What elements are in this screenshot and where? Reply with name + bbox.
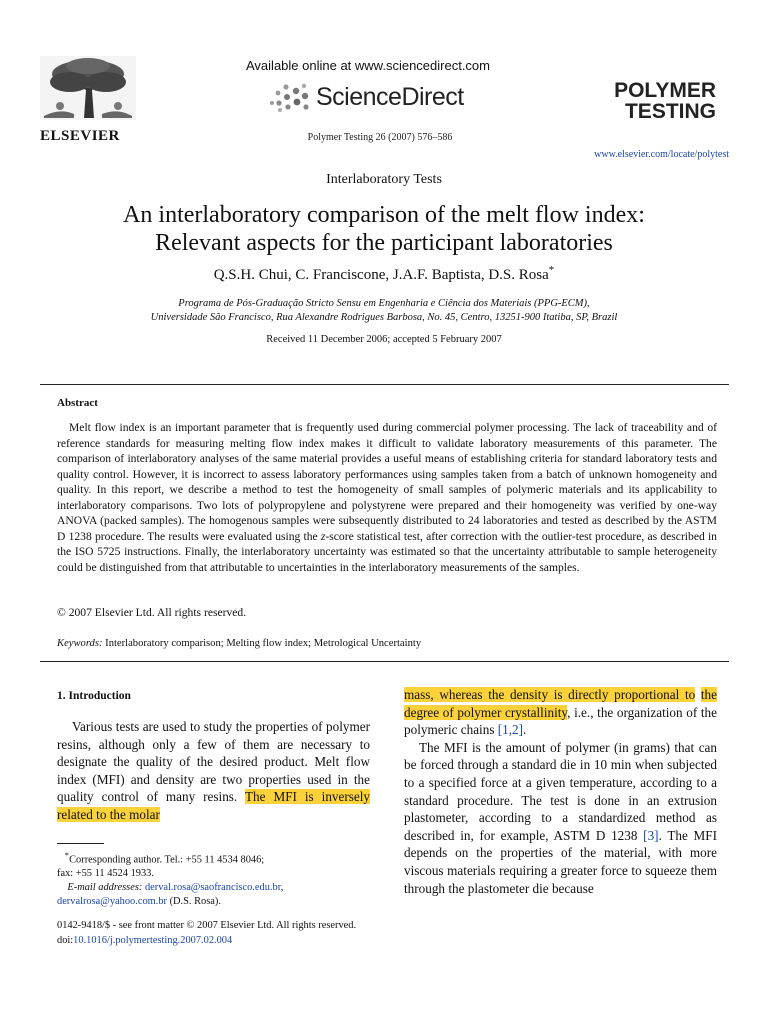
footnote-email-2 <box>57 895 370 909</box>
affiliation <box>60 297 708 325</box>
intro-p2-text-cont: . The MFI depends on the properties of the material, with more viscous materials requiring a greater force to squeeze them through the plastometer die because <box>404 827 717 896</box>
affiliation-line-1: Programa de Pós-Graduação Stricto Sensu em Engenharia e Ciência dos Materiais (PPG-ECM), <box>178 298 590 309</box>
abstract-z-italic: z <box>320 529 326 543</box>
doi-label: doi: <box>57 934 74 946</box>
abstract-text: Melt flow index is an important parameter that is frequently used during commercial polymer processing. The lack of traceability and of reference standards for measuring melting flow index makes it difficult to validate laboratory measurements of this parameter. The comparison of interlaboratory analyses of the same material provides a useful means of establishing criteria for standard laboratory tests and quality control. However, it is incorrect to assess laboratory performances using samples taken from a batch of unknown homogeneity and quality. In this report, we describe a method to test the homogeneity of small samples of polymeric materials and its applicability to interlaboratory comparisons. Two lots of polypropylene and polystyrene were prepared and their homogeneity was verified by one-way ANOVA (packed samples). The homogenous samples were subsequently distributed to 24 laboratories and tested as described by the ASTM D 1238 procedure. The results were evaluated using the <box>57 421 717 543</box>
footnote-emails <box>57 881 370 895</box>
divider-top <box>40 384 729 385</box>
footnote-tel: Corresponding author. Tel.: +55 11 4534 8046; <box>69 854 265 866</box>
intro-p1-text: Various tests are used to study the properties of polymer resins, although only a few of them are necessary to designate the quality of the desired product. Melt flow index (MFI) and density are two properties used in the quality control of many resins. <box>57 719 370 805</box>
sciencedirect-dots-icon <box>268 81 312 113</box>
sciencedirect-wordmark: ScienceDirect <box>316 82 464 111</box>
issn-line: 0142-9418/$ - see front matter © 2007 Elsevier Ltd. All rights reserved. <box>57 920 357 931</box>
journal-logo <box>600 80 716 122</box>
abstract-copyright: © 2007 Elsevier Ltd. All rights reserved. <box>57 606 247 619</box>
intro-paragraph-1 <box>57 718 370 824</box>
sciencedirect-logo[interactable] <box>268 80 464 114</box>
left-column <box>57 718 370 824</box>
doi-link[interactable]: 10.1016/j.polymertesting.2007.02.004 <box>73 934 233 946</box>
abstract-body <box>57 420 717 575</box>
journal-reference: Polymer Testing 26 (2007) 576–586 <box>307 132 453 143</box>
footnote-fax: fax: +55 11 4524 1933. <box>57 868 154 880</box>
bottom-info <box>57 919 557 948</box>
email-link-1[interactable]: derval.rosa@saofrancisco.edu.br <box>144 882 281 894</box>
article-title <box>60 201 708 257</box>
keywords <box>57 638 717 649</box>
footnote <box>57 848 370 909</box>
introduction-heading: 1. Introduction <box>57 690 131 702</box>
divider-bottom <box>40 661 729 662</box>
reference-link-1-2[interactable]: [1,2] <box>497 722 524 738</box>
journal-url-link[interactable]: www.elsevier.com/locate/polytest <box>594 149 729 160</box>
intro-paragraph-1-cont <box>404 686 717 739</box>
publisher-name: ELSEVIER <box>40 128 120 144</box>
elsevier-tree-icon <box>40 56 136 120</box>
authors-text: Q.S.H. Chui, C. Franciscone, J.A.F. Baptista, D.S. Rosa <box>213 267 549 283</box>
available-online-text: Available online at www.sciencedirect.com <box>246 58 490 73</box>
received-dates: Received 11 December 2006; accepted 5 February 2007 <box>266 334 502 345</box>
affiliation-line-2: Universidade São Francisco, Rua Alexandre Rodrigues Barbosa, No. 45, Centro, 13251-900 Itatiba, SP, Brazil <box>150 312 618 323</box>
section-type: Interlaboratory Tests <box>326 172 442 187</box>
keywords-label: Keywords: <box>57 638 103 649</box>
doi-line <box>57 934 557 949</box>
keywords-list: Interlaboratory comparison; Melting flow index; Metrological Uncertainty <box>102 638 422 649</box>
intro-paragraph-2 <box>404 739 717 897</box>
reference-link-3[interactable]: [3] <box>643 827 659 843</box>
right-column <box>404 686 717 897</box>
highlighted-text-1[interactable]: The MFI is inversely related to the molar <box>57 789 371 822</box>
corresponding-author-mark[interactable]: * <box>548 264 555 276</box>
abstract-heading: Abstract <box>57 397 98 409</box>
email-comma: , <box>280 882 284 894</box>
footnote-mark: * <box>64 850 70 860</box>
email-link-2[interactable]: dervalrosa@yahoo.com.br <box>57 896 167 908</box>
period: . <box>523 722 527 738</box>
email-tail: (D.S. Rosa). <box>166 896 221 908</box>
author-list <box>60 264 708 284</box>
footnote-line-1 <box>57 848 370 867</box>
highlighted-text-3[interactable]: the degree of polymer crystallinity <box>404 687 718 720</box>
footnote-divider <box>57 843 104 844</box>
title-line-1: An interlaboratory comparison of the melt flow index: <box>123 202 645 228</box>
elsevier-logo <box>40 56 140 145</box>
journal-logo-line1: POLYMER <box>614 79 716 102</box>
abstract-text-cont: -score statistical test, after correction with the outlier-test procedure, as described in the ISO 5725 instructions. Finally, the interlaboratory uncertainty was estimated so that the uncertainty attributable to sample heterogeneity could be distinguished from that attributable to uncertainties in the interlaboratory measurements of the samples. <box>57 529 717 574</box>
email-label: E-mail addresses: <box>67 882 143 894</box>
intro-p1-cont-text: , i.e., the organization of the polymeric chains <box>404 704 717 738</box>
highlighted-text-2[interactable]: mass, whereas the density is directly proportional to <box>404 687 696 702</box>
title-line-2: Relevant aspects for the participant laboratories <box>155 230 613 256</box>
intro-p2-text: The MFI is the amount of polymer (in grams) that can be forced through a standard die in 10 min when subjected to a specified force at a given temperature, according to a standard procedure. The test is done in an extrusion plastometer, according to a standardized method as described in, for example, ASTM D 1238 <box>404 739 717 843</box>
journal-logo-line2: TESTING <box>624 100 716 123</box>
